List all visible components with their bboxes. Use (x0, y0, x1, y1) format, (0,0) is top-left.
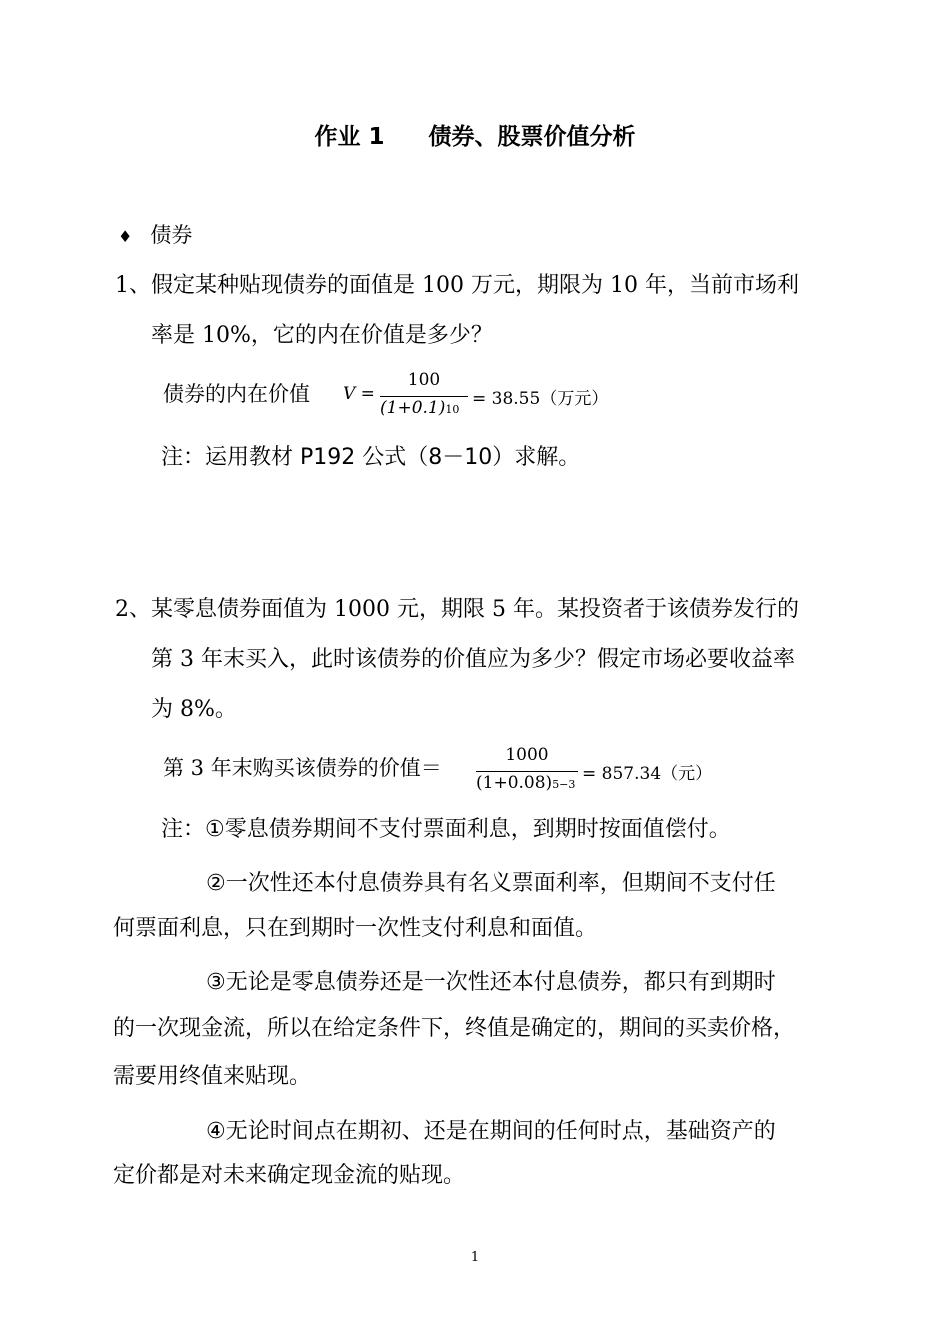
q1-denominator-base: (1+0.1) (380, 398, 446, 418)
q1-exponent: 10 (445, 403, 460, 416)
q2-note-3a: ③无论是零息债券还是一次性还本付息债券，都只有到期时 (206, 970, 776, 995)
section-heading-text: 债券 (150, 223, 193, 247)
diamond-bullet-icon: ♦ (118, 227, 133, 246)
q1-formula-var: V = (343, 384, 375, 404)
q2-answer-label: 第 3 年末购买该债券的价值＝ (163, 756, 442, 780)
q1-line1: 1、假定某种贴现债券的面值是 100 万元，期限为 10 年，当前市场利 (115, 273, 799, 298)
q1-numerator: 100 (407, 370, 441, 390)
q2-note-4b: 定价都是对未来确定现金流的贴现。 (113, 1163, 466, 1188)
q2-exponent: 5−3 (552, 778, 576, 791)
q2-note-3b: 的一次现金流，所以在给定条件下，终值是确定的，期间的买卖价格， (113, 1016, 796, 1041)
q2-fraction-bar (476, 771, 578, 772)
q2-note-3c: 需要用终值来贴现。 (113, 1064, 312, 1089)
q2-note-2a: ②一次性还本付息债券具有名义票面利率，但期间不支付任 (206, 871, 776, 896)
q2-note-4a: ④无论时间点在期初、还是在期间的任何时点，基础资产的 (206, 1119, 776, 1144)
q2-note-2b: 何票面利息，只在到期时一次性支付利息和面值。 (113, 916, 598, 941)
q2-fraction (474, 745, 580, 795)
q2-line2: 第 3 年末买入，此时该债券的价值应为多少？假定市场必要收益率 (151, 647, 795, 672)
q2-denominator (476, 773, 575, 793)
q1-denominator (380, 398, 459, 418)
q1-note: 注：运用教材 P192 公式（8－10）求解。 (161, 445, 581, 470)
q1-result: = 38.55（万元） (472, 389, 609, 409)
q1-fraction-bar (380, 396, 468, 397)
q2-numerator: 1000 (505, 745, 549, 765)
title-assignment: 作业 1 (314, 124, 385, 150)
q2-note-1: 注：①零息债券期间不支付票面利息，到期时按面值偿付。 (161, 817, 731, 842)
page-title (0, 118, 950, 151)
q2-line3: 为 8%。 (151, 697, 237, 722)
title-topic: 债券、股票价值分析 (428, 124, 636, 150)
q2-denominator-base: (1+0.08) (476, 773, 553, 793)
q1-line2: 率是 10%，它的内在价值是多少？ (151, 323, 493, 348)
page-number: 1 (470, 1250, 480, 1265)
q1-answer-label: 债券的内在价值 (163, 382, 310, 406)
q2-result: = 857.34（元） (582, 764, 713, 784)
section-heading (118, 219, 192, 249)
q1-fraction (378, 370, 470, 420)
q2-line1: 2、某零息债券面值为 1000 元，期限 5 年。某投资者于该债券发行的 (115, 597, 799, 622)
